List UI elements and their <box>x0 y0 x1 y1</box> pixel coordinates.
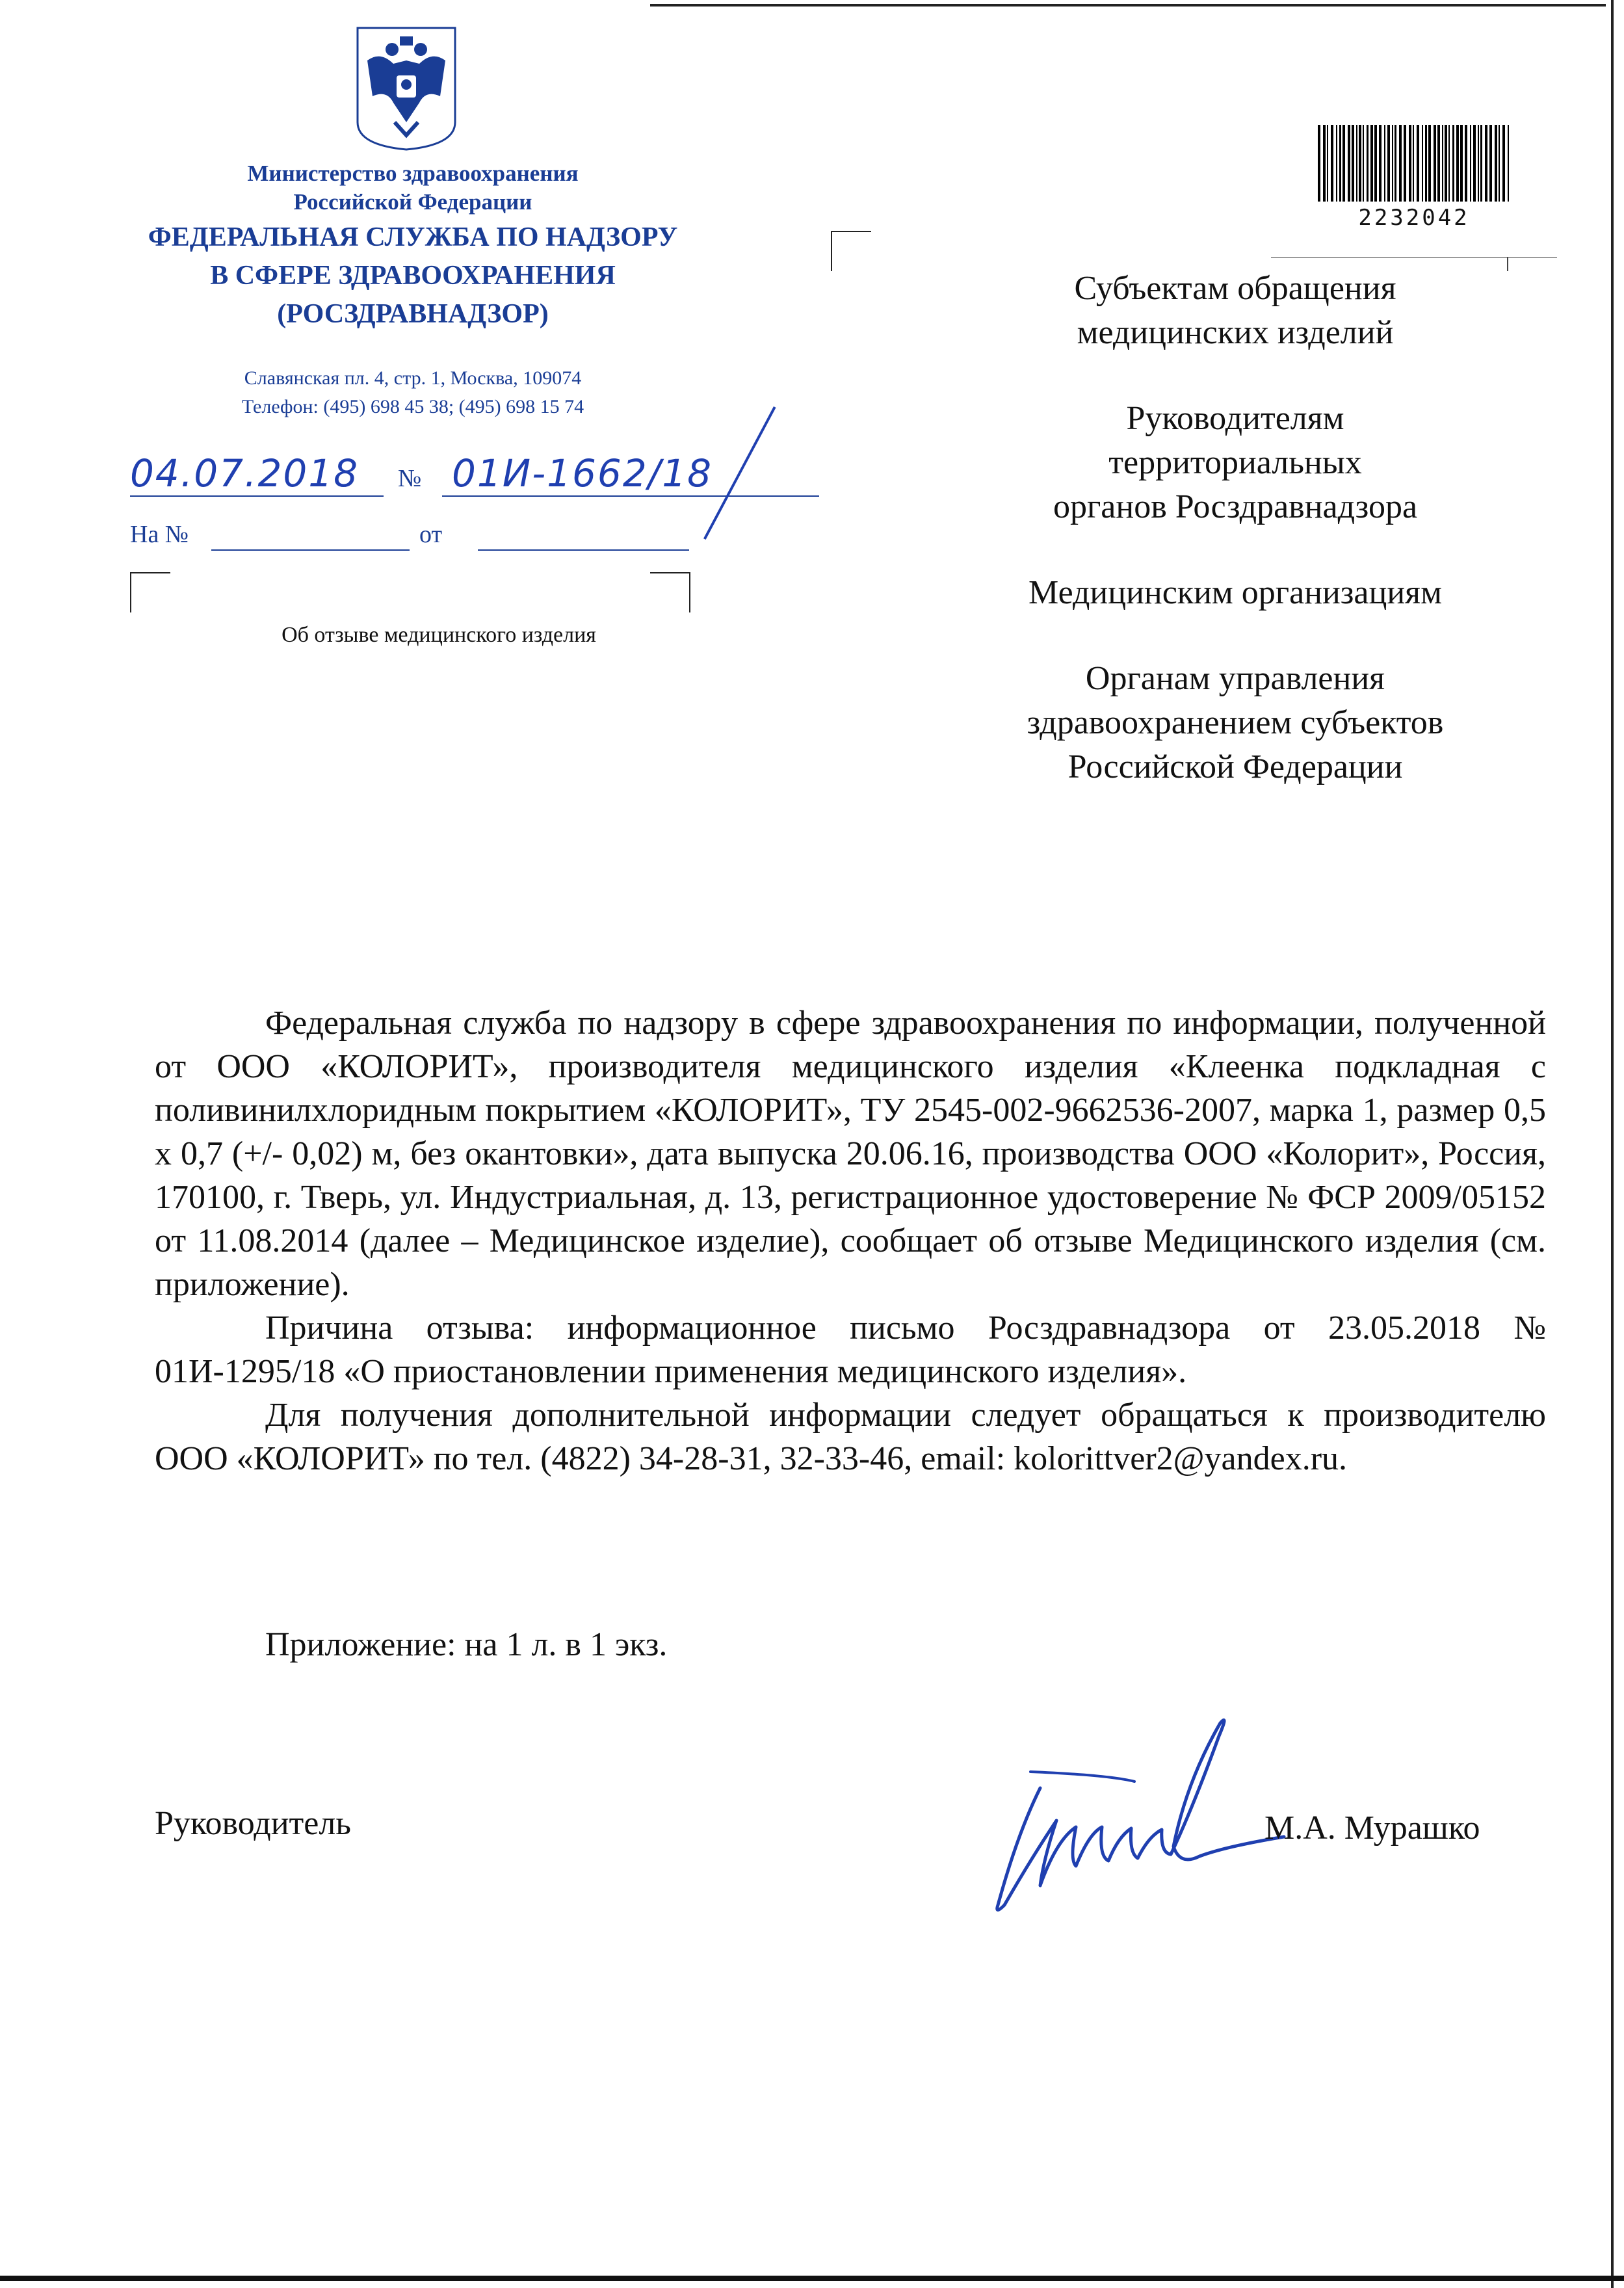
page-right-edge <box>1611 0 1614 2288</box>
addressee-group <box>936 267 1534 355</box>
barcode-bar <box>1425 125 1427 202</box>
barcode-bar <box>1392 125 1393 202</box>
addressee-line: органов Росздравнадзора <box>1053 488 1418 525</box>
letterhead <box>104 159 722 421</box>
date-underline <box>130 495 384 497</box>
registration-number: 01И-1662/18 <box>452 451 713 495</box>
barcode-bar <box>1356 125 1357 202</box>
registration-line <box>130 451 910 507</box>
barcode-bar <box>1387 125 1390 202</box>
barcode-bar <box>1460 125 1463 202</box>
barcode-bars <box>1316 125 1512 202</box>
ministry-name-line1: Министерство здравоохранения <box>247 161 579 186</box>
addressee-line: территориальных <box>1108 444 1362 481</box>
barcode-bar <box>1485 125 1487 202</box>
address-line: Славянская пл. 4, стр. 1, Москва, 109074 <box>244 367 582 389</box>
barcode-bar <box>1363 125 1364 202</box>
barcode-bar <box>1374 125 1377 202</box>
service-name-line3: (РОСЗДРАВНАДЗОР) <box>277 299 549 329</box>
barcode-bar <box>1445 125 1447 202</box>
addressee-group <box>936 657 1534 789</box>
barcode-bar <box>1456 125 1459 202</box>
phone-line: Телефон: (495) 698 45 38; (495) 698 15 74 <box>241 396 584 417</box>
barcode-bar <box>1417 125 1419 202</box>
subject-bracket-left <box>130 572 170 612</box>
addressee-line: медицинских изделий <box>1077 314 1394 351</box>
barcode-bar <box>1331 125 1333 202</box>
body-paragraph-1: Федеральная служба по надзору в сфере здравоохранения по информации, полученной от ООО «КОЛОРИТ», производителя медицинского изделия «Клеенка подкладная с поливинилхлоридным покрытием «КОЛОРИТ», ТУ 2545-002-9662536-2007, марка 1, размер 0,5 х 0,7 (+/- 0,02) м, без окантовки», дата выпуска 20.06.16, производства ООО «Колорит», Россия, 170100, г. Тверь, ул. Индустриальная, д. 13, регистрационное удостоверение № ФСР 2009/05152 от 11.08.2014 (далее – Медицинское изделие), сообщает об отзыве Медицинского изделия (см. приложение). <box>155 1005 1546 1303</box>
body-paragraph-3: Для получения дополнительной информации следует обращаться к производителю ООО «КОЛОРИТ» по тел. (4822) 34-28-31, 32-33-46, email: kolorittver2@yandex.ru. <box>155 1397 1546 1477</box>
body-paragraph-2: Причина отзыва: информационное письмо Росздравнадзора от 23.05.2018 № 01И-1295/18 «О приостановлении применения медицинского изделия». <box>155 1309 1546 1390</box>
barcode-bar <box>1448 125 1450 202</box>
barcode-bar <box>1470 125 1471 202</box>
barcode-bar <box>1404 125 1406 202</box>
addressees <box>936 267 1534 831</box>
signer-position: Руководитель <box>155 1805 351 1842</box>
barcode-bar <box>1478 125 1479 202</box>
barcode-bar <box>1348 125 1350 202</box>
addressee-line: Субъектам обращения <box>1074 270 1396 307</box>
handwritten-signature <box>978 1690 1290 1925</box>
service-name-line1: ФЕДЕРАЛЬНАЯ СЛУЖБА ПО НАДЗОРУ <box>148 222 678 252</box>
registration-date: 04.07.2018 <box>130 451 360 495</box>
barcode-bar <box>1489 125 1492 202</box>
barcode-bar <box>1339 125 1341 202</box>
addressee-group <box>936 571 1534 615</box>
addressee-line: Органам управления <box>1085 660 1385 697</box>
barcode-bar <box>1413 125 1414 202</box>
barcode-bar <box>1495 125 1497 202</box>
barcode-bar <box>1384 125 1385 202</box>
barcode-bar <box>1367 125 1369 202</box>
barcode-bar <box>1480 125 1482 202</box>
barcode-bar <box>1336 125 1337 202</box>
barcode-bar <box>1499 125 1500 202</box>
barcode-bar <box>1442 125 1443 202</box>
barcode-bar <box>1508 125 1509 202</box>
barcode-bar <box>1359 125 1361 202</box>
addressee-line: здравоохранением субъектов <box>1027 704 1444 741</box>
reply-to-label: На № <box>130 521 189 548</box>
barcode-bar <box>1465 125 1467 202</box>
barcode-bar <box>1370 125 1373 202</box>
barcode-bar <box>1452 125 1454 202</box>
barcode-number: 2232042 <box>1358 205 1470 231</box>
barcode-bar <box>1428 125 1431 202</box>
letter-subject: Об отзыве медицинского изделия <box>282 623 596 647</box>
barcode-bar <box>1399 125 1402 202</box>
barcode-underline <box>1271 257 1557 258</box>
barcode-bar <box>1379 125 1382 202</box>
barcode <box>1271 117 1557 247</box>
barcode-bar <box>1422 125 1423 202</box>
ministry-name-line2: Российской Федерации <box>293 189 532 215</box>
letter-body <box>155 1001 1546 1480</box>
from-label: от <box>419 521 443 548</box>
barcode-bar <box>1327 125 1328 202</box>
coat-of-arms-icon <box>354 25 458 152</box>
barcode-bar <box>1473 125 1476 202</box>
service-name-line2: В СФЕРЕ ЗДРАВООХРАНЕНИЯ <box>210 261 616 291</box>
number-sign: № <box>398 465 422 492</box>
addressee-line: Российской Федерации <box>1067 748 1403 785</box>
barcode-bar <box>1323 125 1326 202</box>
page-top-edge <box>650 4 1606 7</box>
addressee-line: Руководителям <box>1126 400 1344 437</box>
barcode-bar <box>1395 125 1396 202</box>
number-underline <box>442 495 819 497</box>
addressee-line: Медицинским организациям <box>1028 574 1442 611</box>
barcode-bar <box>1434 125 1436 202</box>
reply-date-blank <box>478 549 689 551</box>
barcode-bar <box>1342 125 1345 202</box>
barcode-bar <box>1409 125 1411 202</box>
page-bottom-edge <box>0 2276 1624 2281</box>
signer-name: М.А. Мурашко <box>1264 1809 1480 1847</box>
addressee-corner-mark <box>831 231 871 271</box>
subject-bracket-right <box>650 572 690 612</box>
barcode-bar <box>1437 125 1440 202</box>
attachment-note: Приложение: на 1 л. в 1 экз. <box>265 1626 668 1663</box>
barcode-bar <box>1352 125 1354 202</box>
service-address <box>104 364 722 421</box>
barcode-bar <box>1502 125 1505 202</box>
barcode-bar <box>1318 125 1320 202</box>
reply-number-blank <box>211 549 410 551</box>
addressee-group <box>936 397 1534 529</box>
